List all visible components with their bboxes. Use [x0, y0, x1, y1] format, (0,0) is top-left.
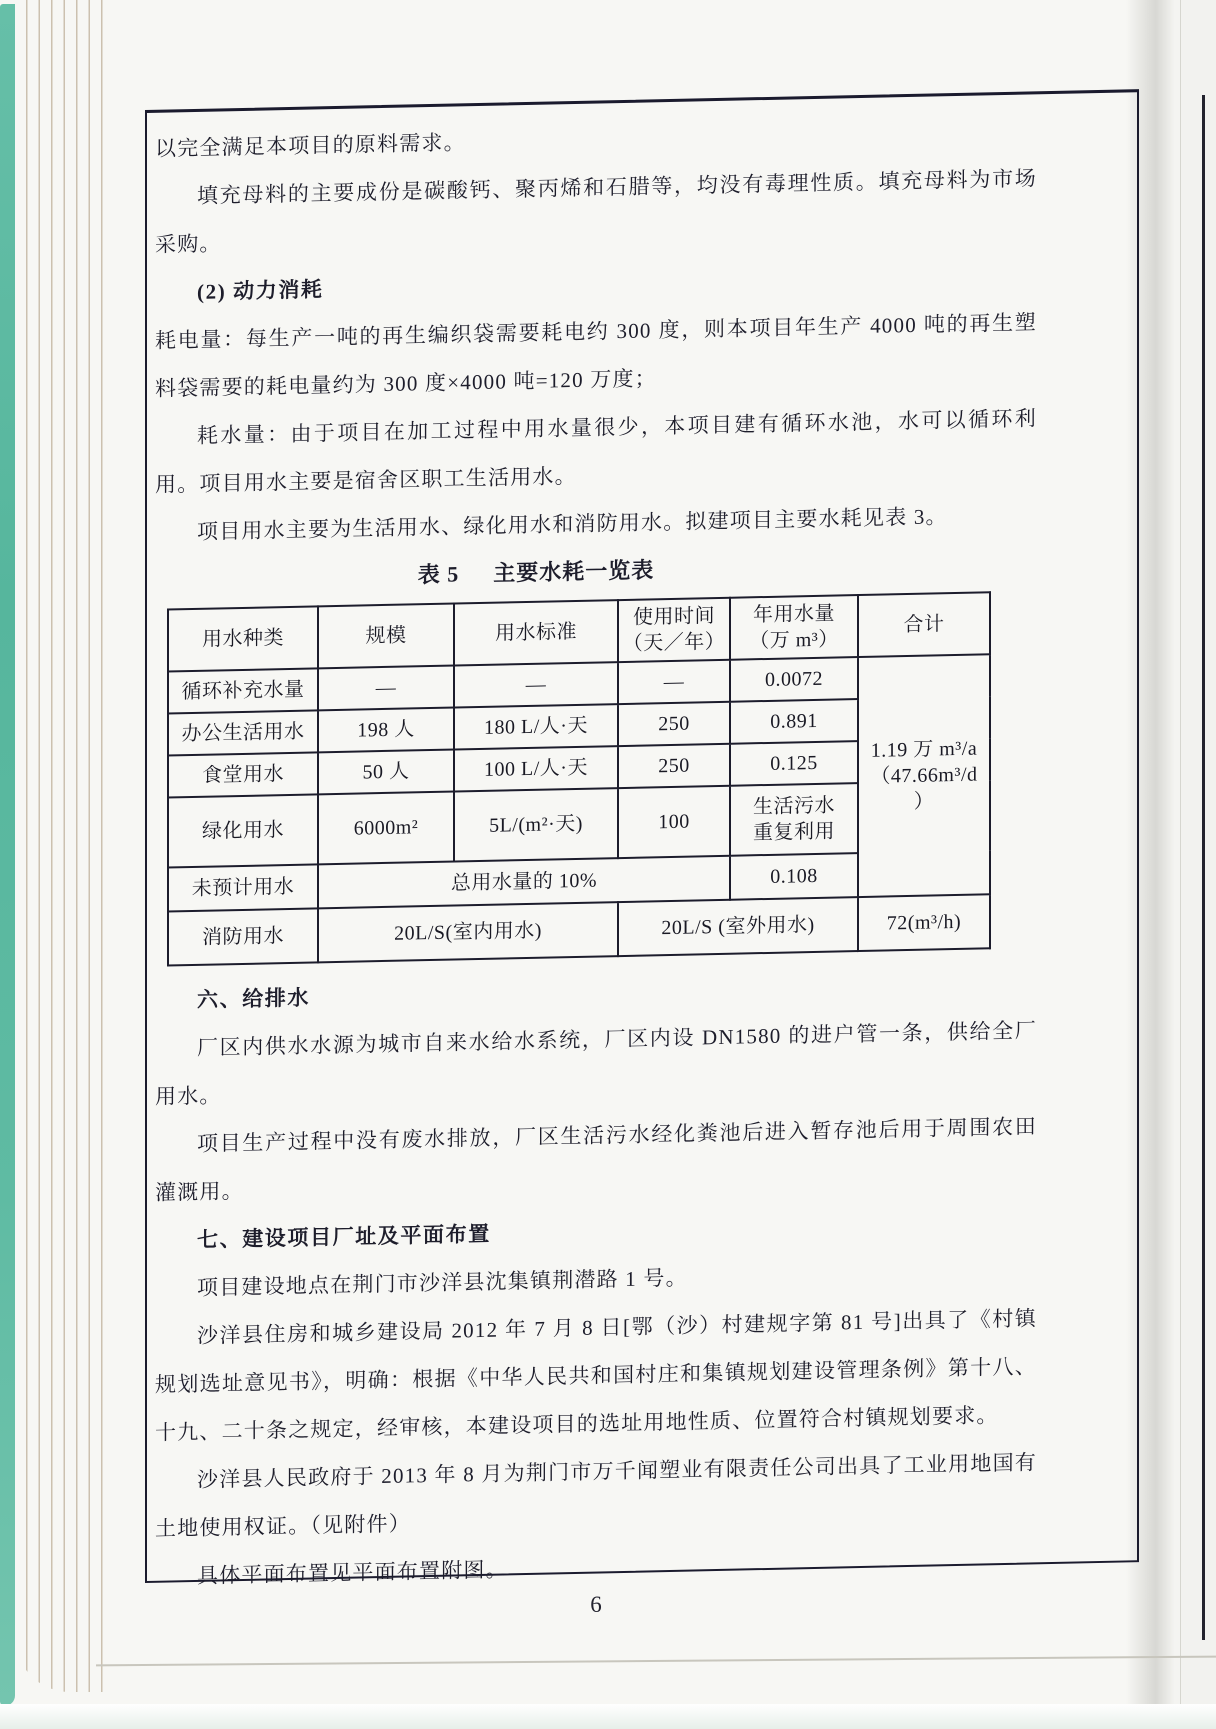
para-planning-approval: 沙洋县住房和城乡建设局 2012 年 7 月 8 日[鄂（沙）村建规字第 81 号]出具了《村镇规划选址意见书》，明确：根据《中华人民共和国村庄和集镇规划建设管理条例》第十八、十九、二十条之规定，经审核，本建设项目的选址用地性质、位置符合村镇规划要求。 — [155, 1306, 1037, 1445]
total-annual-line3: ） — [913, 790, 935, 813]
table-cell: 100 L/人·天 — [454, 746, 618, 791]
table-cell: 100 — [618, 786, 730, 858]
table-cell: 180 L/人·天 — [454, 704, 618, 749]
table-cell: 0.891 — [730, 699, 858, 744]
table-cell: 绿化用水 — [168, 794, 318, 867]
table-cell: 食堂用水 — [168, 752, 318, 797]
para-water-consumption: 耗水量：由于项目在加工过程中用水量很少，本项目建有循环水池，水可以循环利用。项目用水主要是宿舍区职工生活用水。 — [155, 406, 1037, 497]
adjacent-page-sliver — [1180, 0, 1216, 1729]
table-cell: 0.0072 — [730, 657, 858, 702]
greening-annual-line1: 生活污水 — [753, 794, 835, 819]
document-content-frame — [145, 89, 1139, 1588]
heading-water-supply-drainage: 六、给排水 — [197, 985, 310, 1012]
para-sewage: 项目生产过程中没有废水排放，厂区生活污水经化粪池后进入暂存池后用于周围农田灌溉用。 — [155, 1114, 1037, 1205]
table-cell-fire-total: 72(m³/h) — [858, 894, 990, 951]
table-cell — [730, 783, 858, 856]
table-cell: — — [618, 660, 730, 704]
heading-site-layout: 七、建设项目厂址及平面布置 — [197, 1221, 491, 1252]
table-cell: 循环补充水量 — [168, 668, 318, 713]
col-header-usage-time-line2: （天／年） — [622, 630, 726, 655]
para-water-usage-types: 项目用水主要为生活用水、绿化用水和消防用水。拟建项目主要水耗见表 3。 — [197, 504, 948, 544]
table-cell: 消防用水 — [168, 908, 318, 965]
table-caption-title: 主要水耗一览表 — [493, 557, 655, 586]
table-cell-fire-indoor: 20L/S(室内用水) — [318, 902, 618, 962]
table-cell-fire-outdoor: 20L/S (室外用水) — [618, 897, 858, 956]
table-cell-unplanned-merged: 总用水量的 10% — [318, 856, 730, 909]
table-cell: 50 人 — [318, 750, 454, 795]
table-cell: 5L/(m²·天) — [454, 788, 618, 861]
heading-power-consumption: (2) 动力消耗 — [197, 277, 324, 304]
page-number: 6 — [590, 1592, 602, 1617]
total-annual-line1: 1.19 万 m³/a — [870, 737, 978, 762]
table-cell: — — [318, 666, 454, 711]
col-header-total: 合计 — [858, 592, 990, 657]
page-stack-edges — [15, 0, 103, 1692]
col-header-annual-volume-line2: （万 m³） — [749, 628, 839, 653]
para-layout-drawing: 具体平面布置见平面布置附图。 — [197, 1557, 508, 1588]
total-annual-line2: （47.66m³/d — [870, 763, 978, 788]
para-water-supply: 厂区内供水水源为城市自来水给水系统，厂区内设 DN1580 的进户管一条，供给全厂用水。 — [155, 1018, 1037, 1109]
para-raw-material-continuation: 以完全满足本项目的原料需求。 — [155, 130, 466, 161]
table-cell: 0.125 — [730, 741, 858, 786]
scan-bottom-strip — [0, 1704, 1216, 1729]
col-header-usage-time — [618, 598, 730, 662]
water-consumption-table — [167, 591, 991, 966]
book-spine-strip — [0, 4, 15, 1706]
col-header-usage-time-line1: 使用时间 — [633, 605, 715, 629]
col-header-water-type: 用水种类 — [168, 606, 318, 671]
table-cell: — — [454, 662, 618, 707]
page-bottom-edge-line — [96, 1656, 1216, 1667]
col-header-scale: 规模 — [318, 604, 454, 669]
para-electricity-consumption: 耗电量：每生产一吨的再生编织袋需要耗电约 300 度，则本项目年生产 4000 吨的再生塑料袋需要的耗电量约为 300 度×4000 吨=120 万度； — [155, 310, 1037, 401]
table-cell: 办公生活用水 — [168, 710, 318, 755]
table-cell: 198 人 — [318, 708, 454, 753]
table-cell: 6000m² — [318, 792, 454, 865]
table-cell: 250 — [618, 744, 730, 788]
para-filler-masterbatch: 填充母料的主要成份是碳酸钙、聚丙烯和石腊等，均没有毒理性质。填充母料为市场采购。 — [155, 166, 1037, 257]
table-cell: 0.108 — [730, 853, 858, 900]
adjacent-page-border-line — [1202, 95, 1205, 1640]
table-cell-total-annual — [858, 654, 990, 897]
col-header-standard: 用水标准 — [454, 600, 618, 665]
greening-annual-line2: 重复利用 — [753, 820, 835, 845]
table-cell: 未预计用水 — [168, 864, 318, 911]
para-project-location: 项目建设地点在荆门市沙洋县沈集镇荆潜路 1 号。 — [197, 1265, 688, 1300]
table-caption-number: 表 5 — [417, 561, 460, 588]
col-header-annual-volume — [730, 595, 858, 660]
col-header-annual-volume-line1: 年用水量 — [753, 602, 835, 627]
table-cell: 250 — [618, 702, 730, 746]
para-land-certificate: 沙洋县人民政府于 2013 年 8 月为荆门市万千闻塑业有限责任公司出具了工业用地国有土地使用权证。（见附件） — [155, 1450, 1037, 1541]
document-body — [147, 92, 1137, 1601]
